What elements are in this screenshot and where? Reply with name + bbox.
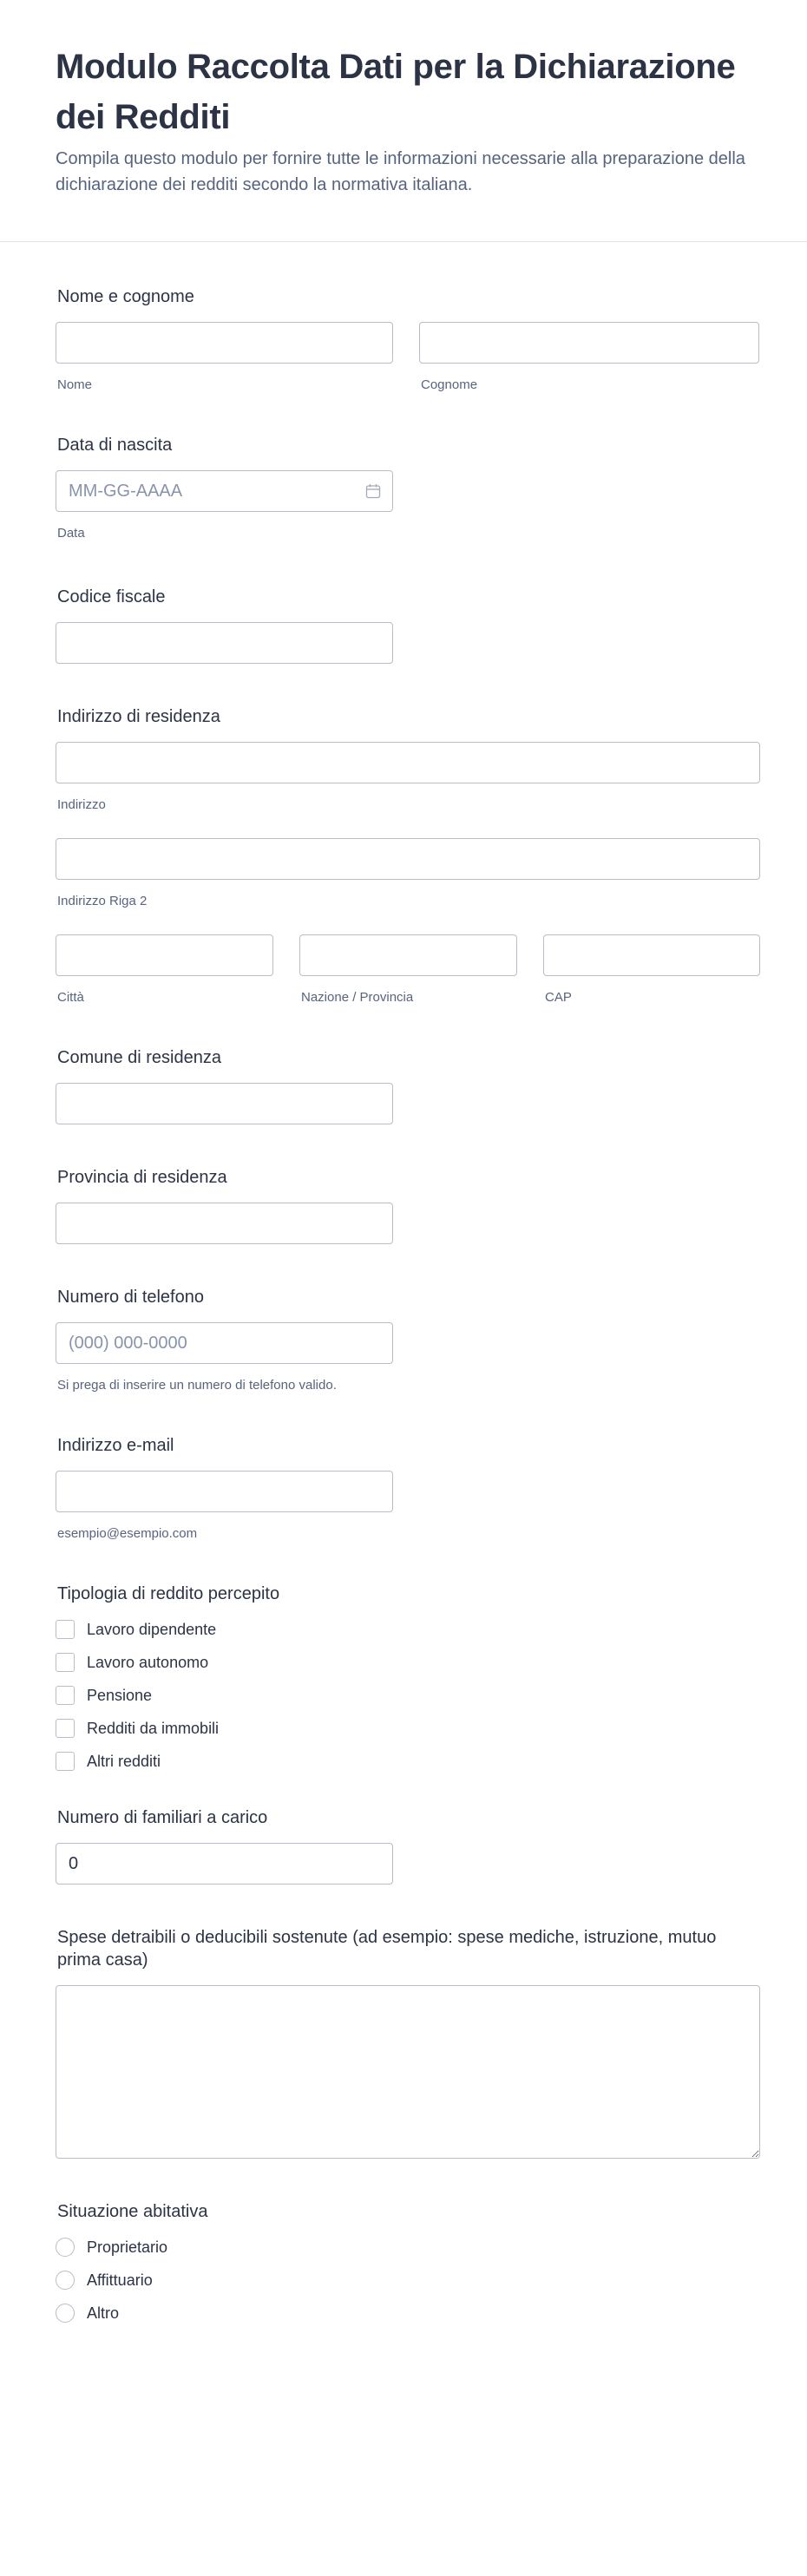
fiscal-code-label: Codice fiscale <box>57 587 166 606</box>
checkbox[interactable] <box>56 1719 75 1738</box>
email-sublabel: esempio@esempio.com <box>57 1526 198 1541</box>
city-sublabel: Città <box>57 990 84 1005</box>
income-option[interactable]: Altri redditi <box>56 1751 760 1772</box>
expenses-field <box>56 1926 760 2159</box>
birth-date-input[interactable] <box>56 470 393 512</box>
last-name-sublabel: Cognome <box>421 377 478 392</box>
form-header <box>0 0 807 242</box>
housing-option[interactable]: Proprietario <box>56 2237 760 2258</box>
dependents-field <box>56 1806 760 1884</box>
fiscal-code-input[interactable] <box>56 622 393 664</box>
form-title: Modulo Raccolta Dati per la Dichiarazione dei Redditi <box>56 48 736 136</box>
province-label: Provincia di residenza <box>57 1168 227 1187</box>
income-type-label: Tipologia di reddito percepito <box>57 1584 280 1603</box>
checkbox[interactable] <box>56 1653 75 1672</box>
address-line2-input[interactable] <box>56 838 760 880</box>
email-input[interactable] <box>56 1471 393 1512</box>
housing-option[interactable]: Affittuario <box>56 2270 760 2291</box>
form-description: Compila questo modulo per fornire tutte le informazioni necessarie alla preparazione della dichiarazione dei redditi secondo la normativa italiana. <box>56 149 745 194</box>
first-name-input[interactable] <box>56 322 393 364</box>
form-body <box>0 285 807 2324</box>
income-option[interactable]: Pensione <box>56 1685 760 1706</box>
address-line2-sublabel: Indirizzo Riga 2 <box>57 894 148 908</box>
address-label: Indirizzo di residenza <box>57 707 220 726</box>
province-input[interactable] <box>56 1203 393 1244</box>
municipality-input[interactable] <box>56 1083 393 1124</box>
region-sublabel: Nazione / Provincia <box>301 990 414 1005</box>
radio-button[interactable] <box>56 2271 75 2290</box>
municipality-label: Comune di residenza <box>57 1048 221 1067</box>
zip-input[interactable] <box>543 934 760 976</box>
calendar-icon[interactable] <box>365 483 381 499</box>
checkbox[interactable] <box>56 1620 75 1639</box>
birth-date-field <box>56 434 760 541</box>
income-option[interactable]: Lavoro autonomo <box>56 1652 760 1673</box>
last-name-input[interactable] <box>419 322 759 364</box>
city-input[interactable] <box>56 934 273 976</box>
name-label: Nome e cognome <box>57 287 194 306</box>
income-option[interactable]: Lavoro dipendente <box>56 1619 760 1640</box>
name-field <box>56 285 760 392</box>
income-type-field <box>56 1583 760 1772</box>
phone-field <box>56 1286 760 1393</box>
first-name-sublabel: Nome <box>57 377 93 392</box>
birth-date-sublabel: Data <box>57 526 85 541</box>
address-line1-sublabel: Indirizzo <box>57 797 106 812</box>
phone-label: Numero di telefono <box>57 1288 204 1307</box>
birth-date-label: Data di nascita <box>57 436 173 455</box>
checkbox[interactable] <box>56 1752 75 1771</box>
email-field <box>56 1434 760 1541</box>
housing-field <box>56 2200 760 2324</box>
region-input[interactable] <box>299 934 517 976</box>
email-label: Indirizzo e-mail <box>57 1436 174 1455</box>
phone-sublabel: Si prega di inserire un numero di telefono valido. <box>57 1378 337 1393</box>
radio-button[interactable] <box>56 2304 75 2323</box>
radio-button[interactable] <box>56 2238 75 2257</box>
checkbox[interactable] <box>56 1686 75 1705</box>
dependents-label: Numero di familiari a carico <box>57 1808 268 1827</box>
zip-sublabel: CAP <box>545 990 572 1005</box>
phone-input[interactable] <box>56 1322 393 1364</box>
fiscal-code-field <box>56 586 760 664</box>
expenses-textarea[interactable] <box>56 1985 760 2159</box>
dependents-input[interactable] <box>56 1843 393 1884</box>
province-field <box>56 1166 760 1244</box>
address-line1-input[interactable] <box>56 742 760 783</box>
expenses-label: Spese detraibili o deducibili sostenute (ad esempio: spese mediche, istruzione, mutuo prima casa) <box>57 1928 717 1970</box>
housing-option[interactable]: Altro <box>56 2303 760 2324</box>
housing-label: Situazione abitativa <box>57 2202 208 2221</box>
address-field <box>56 705 760 1005</box>
income-option[interactable]: Redditi da immobili <box>56 1718 760 1739</box>
municipality-field <box>56 1046 760 1124</box>
